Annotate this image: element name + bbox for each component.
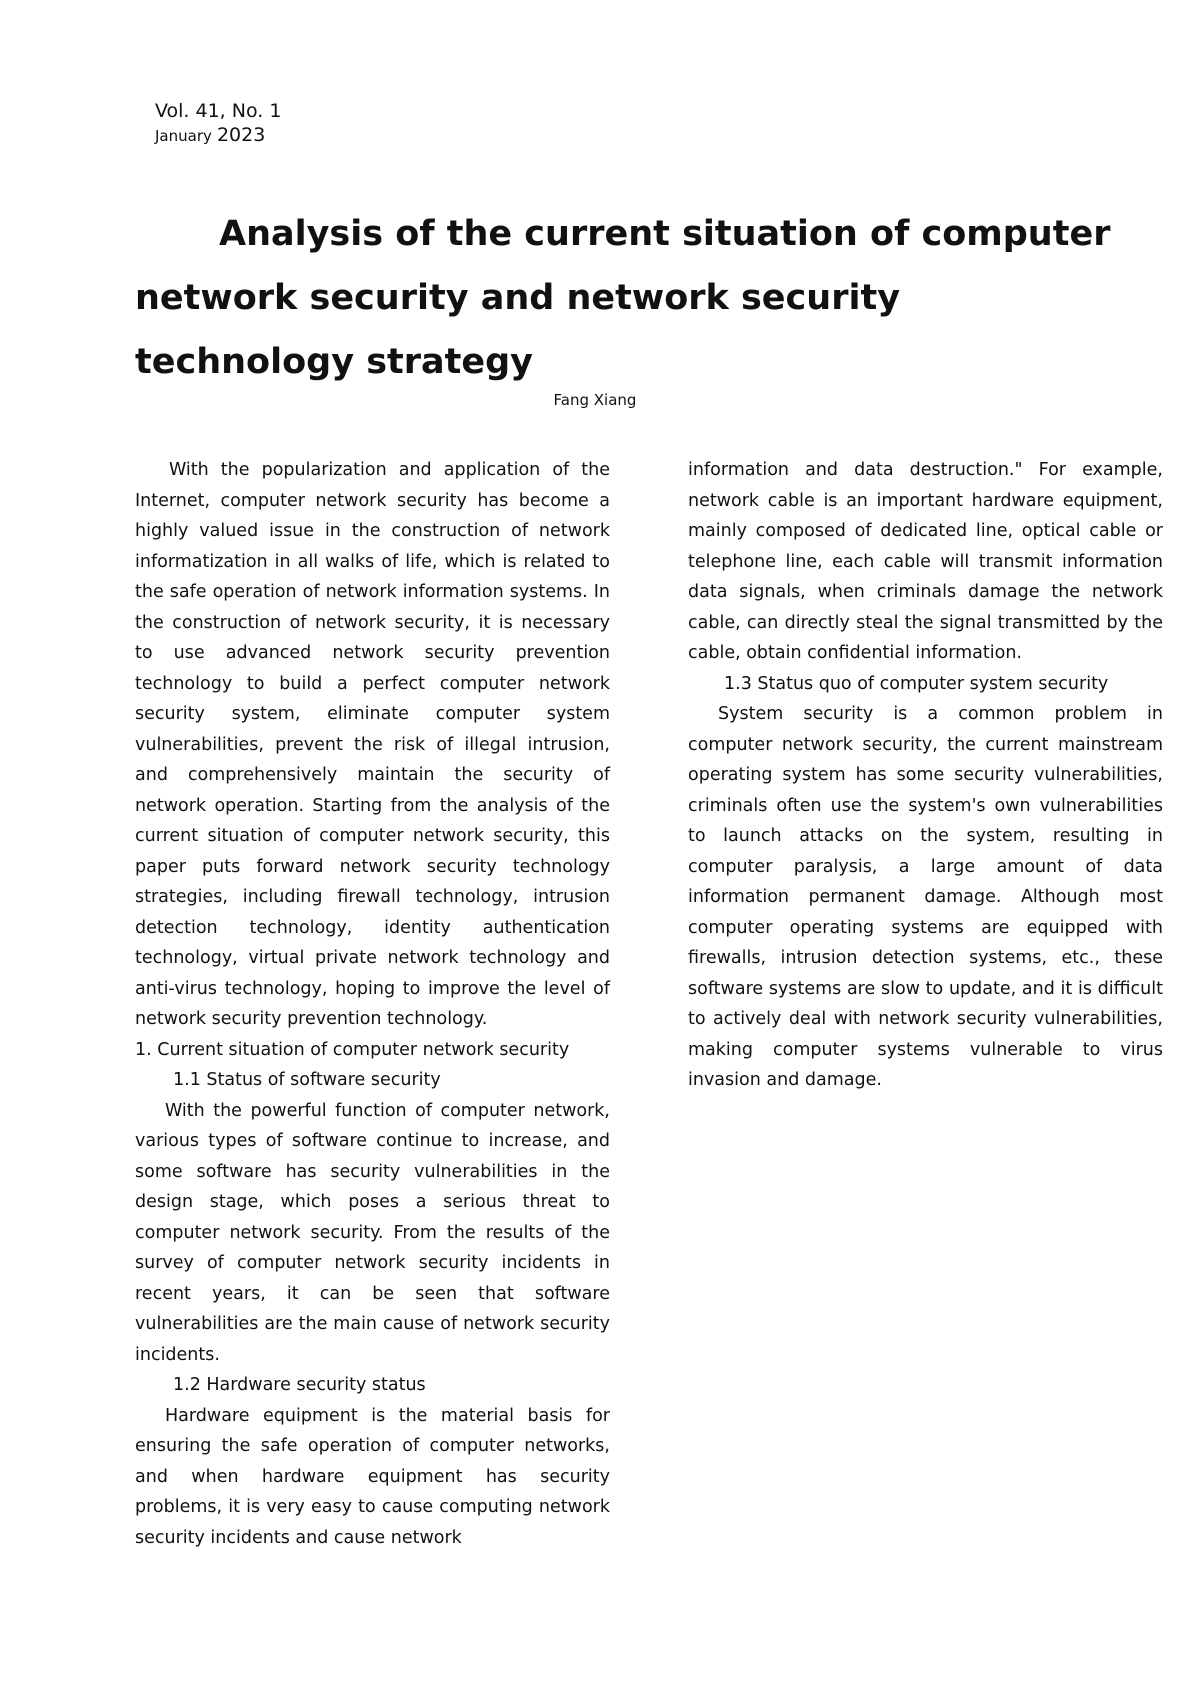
section-1-3-paragraph: System security is a common problem in computer network security, the current mainstream operating system has some security vulnerabilities, criminals often use the system's own vulnerabilities to launch attacks on the system, resulting in computer paralysis, a large amount of data information permanent damage. Although most computer operating systems are equipped with firewalls, intrusion detection systems, etc., these software systems are slow to update, and it is difficult to actively deal with network security vulnerabilities, making computer systems vulnerable to virus invasion and damage. bbox=[688, 704, 1163, 1090]
right-column bbox=[688, 455, 1163, 1096]
section-1-3-heading: 1.3 Status quo of computer system security bbox=[724, 673, 1109, 694]
section-1-heading: 1. Current situation of computer network security bbox=[135, 1039, 570, 1060]
author-name: Fang Xiang bbox=[553, 391, 637, 409]
section-1-2-paragraph-continued: information and data destruction." For example, network cable is an important hardware equipment, mainly composed of dedicated line, optical cable or telephone line, each cable will transmit information data signals, when criminals damage the network cable, can directly steal the signal transmitted by the cable, obtain confidential information. bbox=[688, 460, 1163, 663]
section-1-1-heading: 1.1 Status of software security bbox=[173, 1070, 441, 1090]
volume-issue: Vol. 41, No. 1 bbox=[155, 100, 282, 122]
abstract-paragraph: With the popularization and application of the Internet, computer network security has become a highly valued issue in the construction of network informatization in all walks of life, which is related to the safe operation of network information systems. In the construction of network security, it is necessary to use advanced network security prevention technology to build a perfect computer network security system, eliminate computer system vulnerabilities, prevent the risk of illegal intrusion, and comprehensively maintain the security of network operation. Starting from the analysis of the current situation of computer network security, this paper puts forward network security technology strategies, including firewall technology, intrusion detection technology, identity authentication technology, virtual private network technology and anti-virus technology, hoping to improve the level of network security prevention technology. bbox=[135, 460, 610, 1029]
section-1-1-paragraph: With the powerful function of computer network, various types of software continue to increase, and some software has security vulnerabilities in the design stage, which poses a serious threat to computer network security. From the results of the survey of computer network security incidents in recent years, it can be seen that software vulnerabilities are the main cause of network security incidents. bbox=[135, 1100, 610, 1365]
left-column bbox=[135, 455, 610, 1553]
section-1-2-heading: 1.2 Hardware security status bbox=[173, 1375, 426, 1395]
paper-title: Analysis of the current situation of computer network security and network security technology strategy bbox=[135, 214, 1111, 382]
publication-date bbox=[155, 124, 281, 148]
section-1-2-paragraph: Hardware equipment is the material basis for ensuring the safe operation of computer networks, and when hardware equipment has security problems, it is very easy to cause computing network security incidents and cause network bbox=[135, 1405, 610, 1548]
publication-month: January bbox=[155, 126, 212, 145]
journal-header bbox=[155, 100, 281, 148]
publication-year: 2023 bbox=[216, 123, 266, 146]
